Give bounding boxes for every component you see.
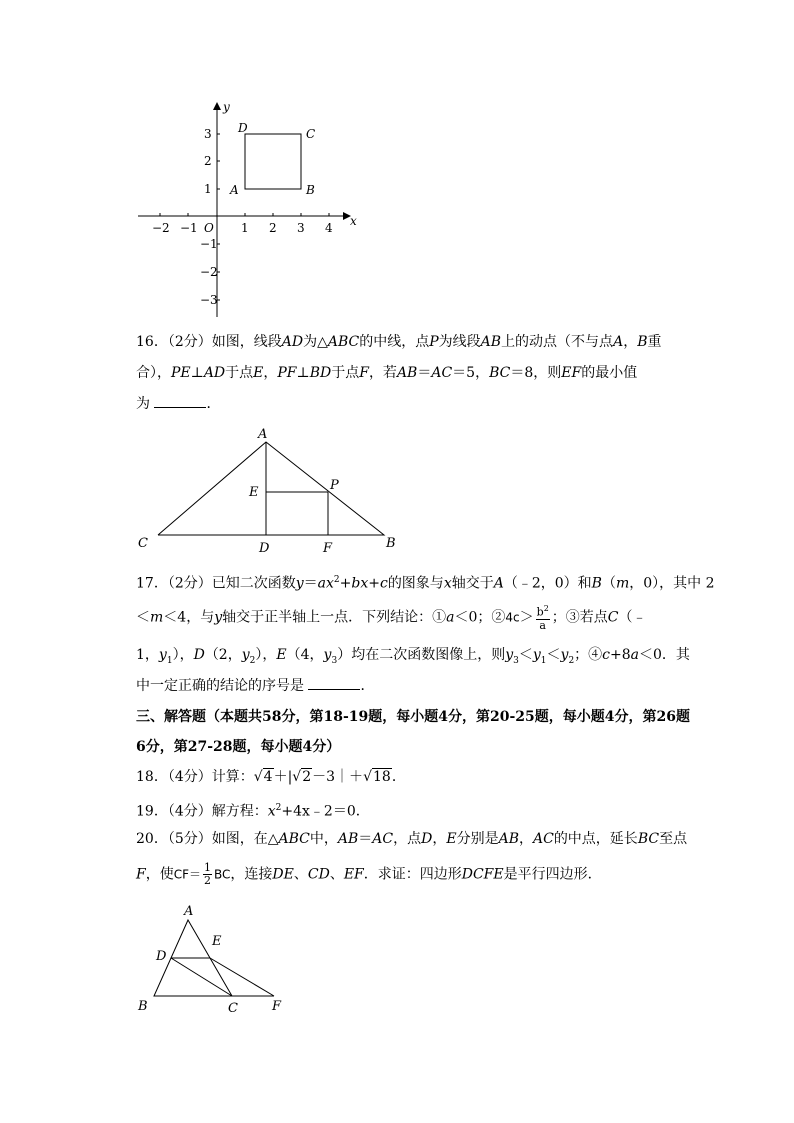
q18: 18．（4分）计算：√4＋|√2－3｜＋√18． <box>136 769 406 785</box>
section-3-heading: 三、解答题（本题共58分，第18-19题，每小题4分，第20-25题，每小题4分，第26题 <box>136 709 690 725</box>
section-3-heading-cont: 6分，第27-28题，每小题4分） <box>136 739 341 755</box>
point-d-label: D <box>238 121 248 135</box>
x-axis-label: x <box>350 214 357 228</box>
answer-blank-17[interactable] <box>308 677 360 690</box>
fig20-label-a: A <box>184 904 194 919</box>
point-a-label: A <box>230 183 239 197</box>
fig20-label-c: C <box>228 1001 238 1016</box>
q19: 19．（4分）解方程：$x^2+4x﹣2=0$． <box>136 803 370 820</box>
triangle-abc-figure-16 <box>130 425 410 560</box>
fig16-label-b: B <box>386 536 396 551</box>
point-c-label: C <box>306 127 316 141</box>
q17-line1: 17．（2分）已知二次函数$y=ax^2+bx+c$的图象与x轴交于A（﹣2，0）和B（m，0），其中 2 <box>136 575 715 592</box>
x-tick-neg2: −2 <box>152 221 170 235</box>
x-tick-4: 4 <box>325 221 333 235</box>
y-tick-neg2: −2 <box>200 265 218 279</box>
fig20-label-f: F <box>272 999 282 1014</box>
coordinate-plane-figure <box>130 95 370 325</box>
fig16-label-c: C <box>138 536 148 551</box>
q17-line4: 中一定正确的结论的序号是 ． <box>136 678 375 694</box>
fig16-label-d: D <box>259 541 270 556</box>
fraction-one-half: $\frac{1}{2}$ <box>204 861 212 887</box>
answer-blank-16[interactable] <box>154 395 206 408</box>
y-axis-label: y <box>223 100 230 114</box>
y-tick-neg3: −3 <box>200 293 218 307</box>
square-abcd <box>245 134 301 189</box>
q20-line2: F，使CF＝ $\frac{1}{2}$ BC，连接DE、CD、EF．求证：四边形DCFE是平行四边形． <box>136 861 602 887</box>
x-tick-neg1: −1 <box>180 221 198 235</box>
x-tick-1: 1 <box>241 221 249 235</box>
q17-line3: 1，$y_1$），D（2，$y_2$），E（4，$y_3$）均在二次函数图像上，则$y_3<y_1<y_2$；④c+8a＜0．其 <box>136 647 690 666</box>
y-tick-1: 1 <box>204 182 212 196</box>
y-tick-3: 3 <box>204 127 212 141</box>
y-tick-2: 2 <box>204 154 212 168</box>
fig16-label-e: E <box>249 485 259 500</box>
fig16-label-f: F <box>323 541 333 556</box>
origin-label: O <box>204 221 214 235</box>
q16-line3: 为 ． <box>136 396 221 412</box>
triangle-abc-figure-20 <box>130 900 300 1020</box>
fig16-label-a: A <box>258 427 268 442</box>
x-tick-3: 3 <box>297 221 305 235</box>
fig16-label-p: P <box>330 478 339 493</box>
fig20-label-b: B <box>138 999 148 1014</box>
fig20-label-d: D <box>156 949 167 964</box>
fig20-label-e: E <box>212 934 222 949</box>
q20-line1: 20．（5分）如图，在△ABC中，AB＝AC，点D，E分别是AB，AC的中点，延长BC至点 <box>136 831 688 847</box>
fraction-b2-over-a: $\frac{b^2}{a}$ <box>536 604 549 632</box>
q17-line2: ＜m＜4，与y轴交于正半轴上一点．下列结论：①a＜0；②4c＞ $\frac{b^2}{a}$ ；③若点C（﹣ <box>136 604 647 632</box>
q16-line1: 16．（2分）如图，线段AD为△ABC的中线，点P为线段AB上的动点（不与点A，B重 <box>136 334 662 350</box>
q16-line2: 合），PE⊥AD于点E，PF⊥BD于点F，若AB＝AC＝5，BC＝8，则EF的最小值 <box>136 365 638 381</box>
point-b-label: B <box>306 183 315 197</box>
x-tick-2: 2 <box>269 221 277 235</box>
y-tick-neg1: −1 <box>200 237 218 251</box>
